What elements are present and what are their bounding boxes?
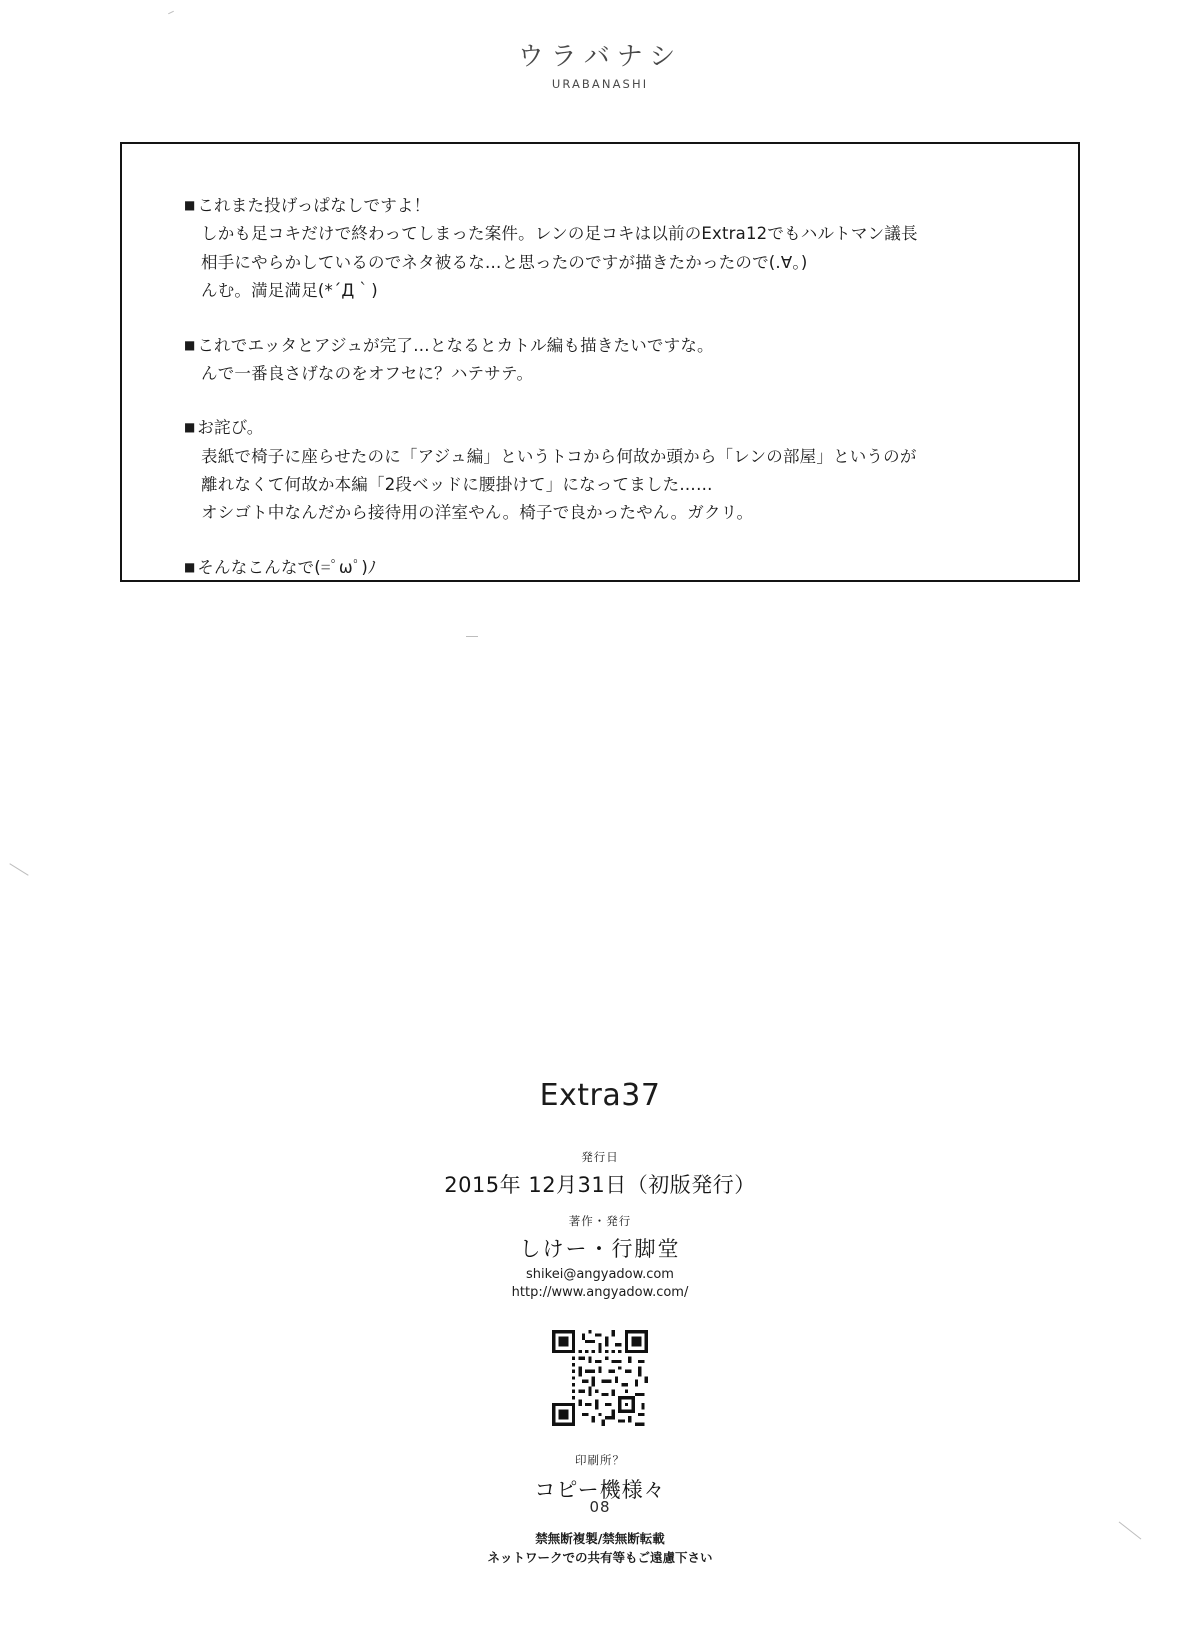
urabanashi-logo-romaji: URABANASHI — [551, 77, 649, 91]
afterword-paragraph — [184, 554, 1022, 582]
afterword-paragraph — [184, 192, 1022, 306]
bullet-marker: ■ — [184, 337, 196, 352]
afterword-line: これでエッタとアジュが完了…となるとカトル編も描きたいですな。 — [197, 335, 714, 355]
bullet-marker: ■ — [184, 198, 196, 212]
printer-label: 印刷所？ — [575, 1452, 625, 1467]
afterword-line: お詫び。 — [197, 418, 264, 438]
publication-title: Extra37 — [539, 1078, 661, 1113]
colophon — [0, 1078, 1200, 1567]
afterword-line: これまた投げっぱなしですよ！ — [197, 196, 431, 215]
afterword-paragraph — [184, 414, 1022, 528]
scan-artifact — [466, 636, 478, 637]
copyright-notice — [0, 1530, 1200, 1568]
bullet-marker: ■ — [184, 420, 196, 435]
bullet-marker: ■ — [184, 559, 196, 574]
afterword-box — [120, 142, 1080, 582]
printer-value: コピー機様々 — [534, 1477, 666, 1502]
page-number: 08 — [589, 1498, 611, 1516]
afterword-line: んで一番良さげなのをオフセに？ハテサテ。 — [201, 363, 534, 383]
publish-date-label: 発行日 — [581, 1150, 619, 1164]
scan-artifact — [9, 863, 28, 876]
afterword-content — [122, 144, 1078, 582]
qr-code — [552, 1330, 648, 1426]
afterword-line: 離れなくて何故か本編「2段ベッドに腰掛けて」になってました…… — [201, 475, 713, 494]
notice-line-2: ネットワークでの共有等もご遠慮下さい — [487, 1549, 713, 1565]
page-header — [0, 44, 1200, 91]
author-value: しけー・行脚堂 — [519, 1237, 681, 1261]
afterword-paragraph — [184, 332, 1022, 389]
afterword-line: そんなこんなで(=ﾟωﾟ)ﾉ — [197, 557, 377, 577]
afterword-line: 表紙で椅子に座らせたのに「アジュ編」というトコから何故か頭から「レンの部屋」というのが — [201, 446, 917, 466]
contact-email: shikei@angyadow.com — [526, 1267, 674, 1282]
scan-artifact — [168, 11, 174, 14]
afterword-line: 相手にやらかしているのでネタ被るな…と思ったのですが描きたかったので(.∀｡) — [201, 252, 808, 272]
qr-code-icon — [552, 1330, 648, 1426]
urabanashi-logo-glyph: ウラバナシ — [517, 42, 683, 72]
afterword-line: んむ。満足満足(*´Д｀) — [201, 281, 378, 301]
notice-line-1: 禁無断複製/禁無断転載 — [535, 1530, 665, 1546]
author-label: 著作・発行 — [568, 1214, 632, 1228]
afterword-line: しかも足コキだけで終わってしまった案件。レンの足コキは以前のExtra12でもハルトマン議長 — [201, 224, 918, 244]
afterword-line: オシゴト中なんだから接待用の洋室やん。椅子で良かったやん。ガクリ。 — [201, 503, 754, 523]
website-url[interactable]: http://www.angyadow.com/ — [511, 1284, 689, 1300]
publish-date-value: 2015年 12月31日（初版発行） — [444, 1173, 756, 1197]
